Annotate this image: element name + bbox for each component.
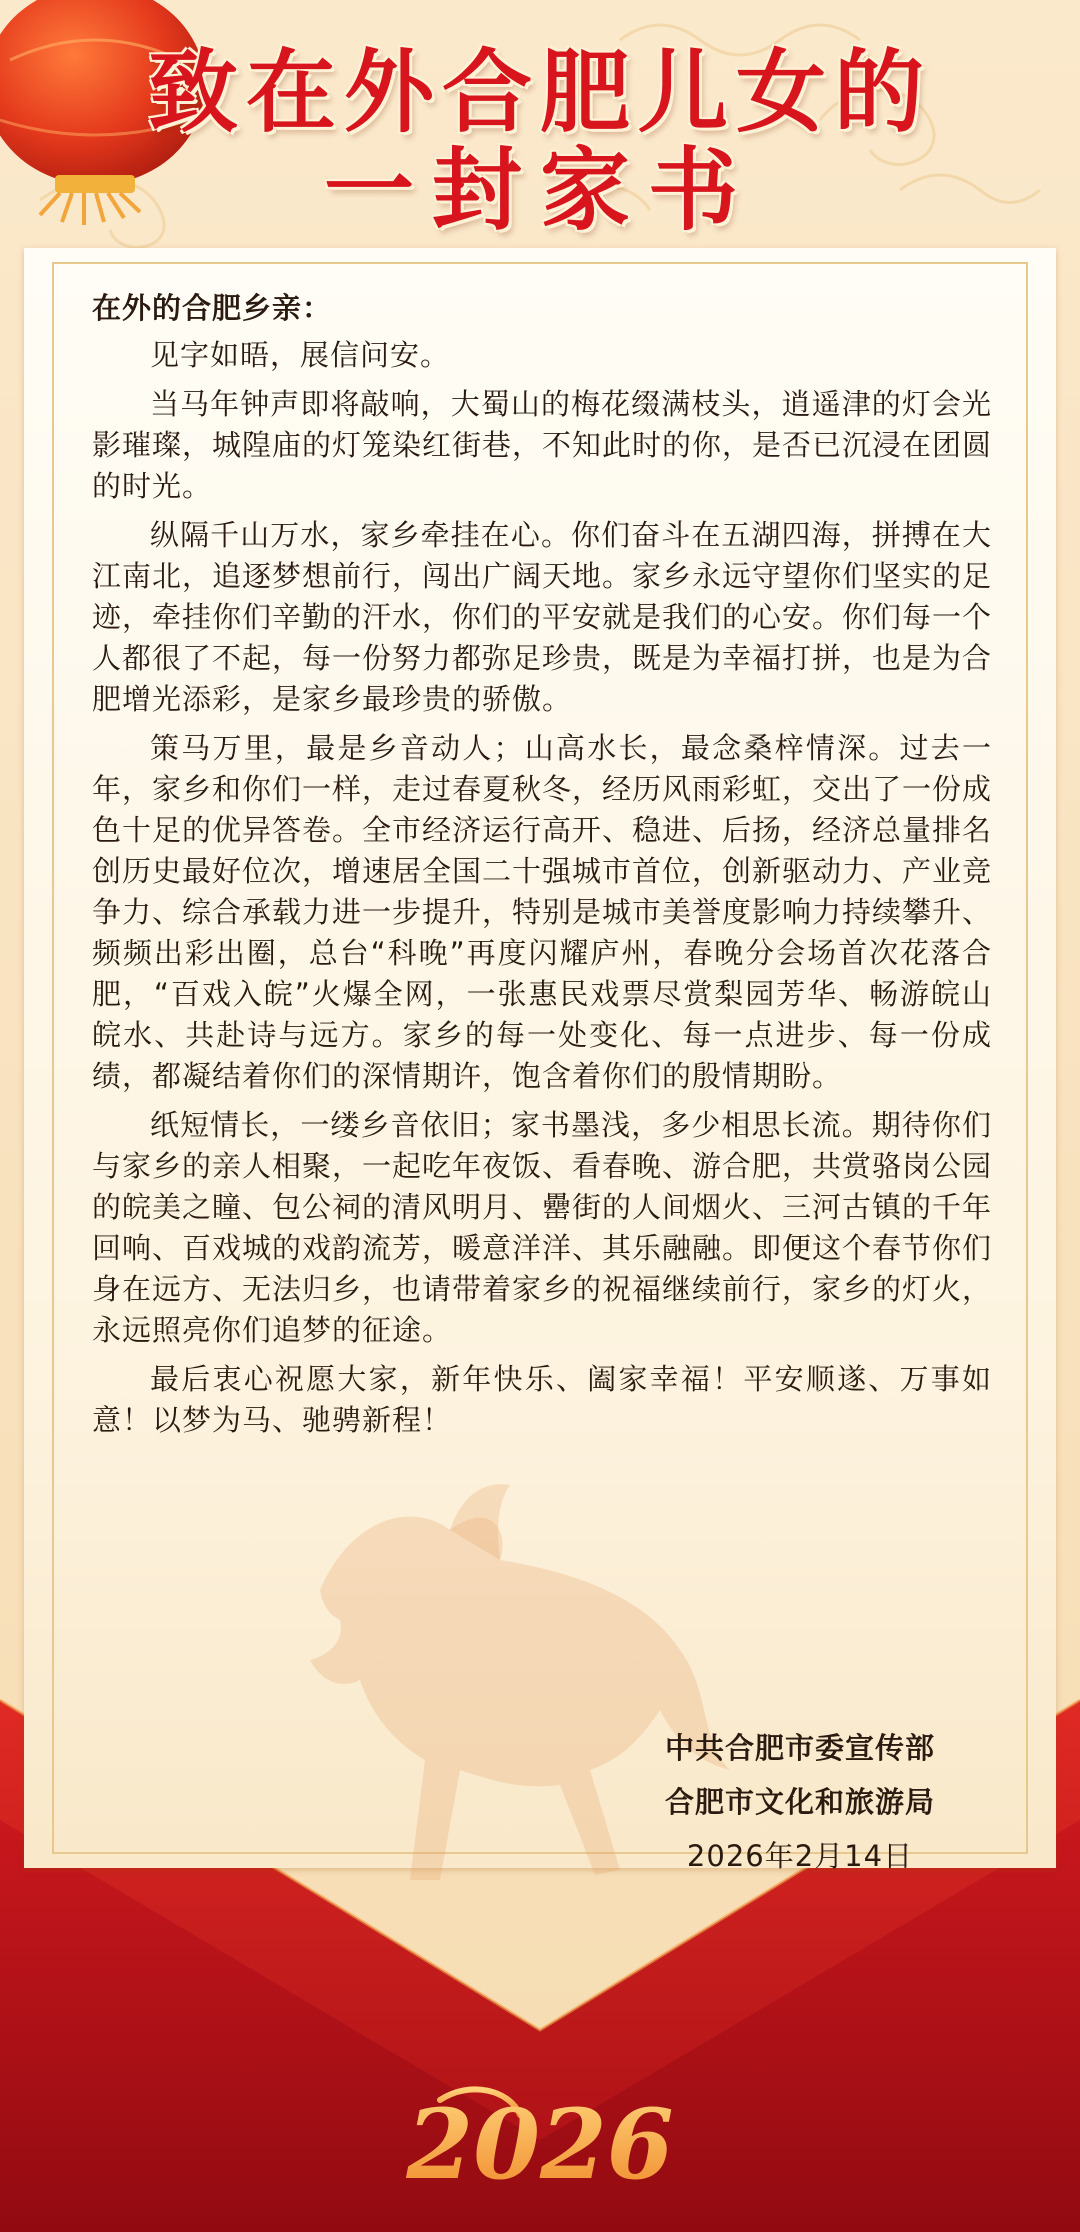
signature-date: 2026年2月14日 <box>686 1839 914 1873</box>
letter-paragraph: 策马万里，最是乡音动人；山高水长，最念桑梓情深。过去一年，家乡和你们一样，走过春夏秋冬，经历风雨彩虹，交出了一份成色十足的优异答卷。全市经济运行高开、稳进、后扬，经济总量排名创历史最好位次，增速居全国二十强城市首位，创新驱动力、产业竞争力、综合承载力进一步提升，特别是城市美誉度影响力持续攀升、频频出彩出圈，总台“科晚”再度闪耀庐州，春晚分会场首次花落合肥，“百戏入皖”火爆全网，一张惠民戏票尽赏梨园芳华、畅游皖山皖水、共赴诗与远方。家乡的每一处变化、每一点进步、每一份成绩，都凝结着你们的深情期许，饱含着你们的殷情期盼。 <box>92 731 993 1093</box>
letter-paragraph: 见字如晤，展信问安。 <box>150 338 451 372</box>
signature-org1: 中共合肥市委宣传部 <box>664 1731 935 1765</box>
page-title-line1: 致在外合肥儿女的 <box>148 39 932 145</box>
year-emblem <box>400 2060 680 2210</box>
letter-paragraph: 最后衷心祝愿大家，新年快乐、阖家幸福！平安顺遂、万事如意！以梦为马、驰骋新程！ <box>92 1362 992 1437</box>
letter-salutation: 在外的合肥乡亲： <box>92 291 333 325</box>
letter-body <box>92 288 992 1449</box>
page-title-line2: 一封家书 <box>324 137 756 243</box>
letter-paragraph: 纸短情长，一缕乡音依旧；家书墨浅，多少相思长流。期待你们与家乡的亲人相聚，一起吃年夜饭、看春晚、游合肥，共赏骆岗公园的皖美之瞳、包公祠的清风明月、罍街的人间烟火、三河古镇的千年回响、百戏城的戏韵流芳，暖意洋洋、其乐融融。即便这个春节你们身在远方、无法归乡，也请带着家乡的祝福继续前行，家乡的灯火，永远照亮你们追梦的征途。 <box>92 1108 993 1347</box>
signature-org2: 合肥市文化和旅游局 <box>664 1785 935 1819</box>
letter-paragraph: 当马年钟声即将敲响，大蜀山的梅花缀满枝头，逍遥津的灯会光影璀璨，城隍庙的灯笼染红街巷，不知此时的你，是否已沉浸在团圆的时光。 <box>92 387 993 503</box>
letter-paragraph: 纵隔千山万水，家乡牵挂在心。你们奋斗在五湖四海，拼搏在大江南北，追逐梦想前行，闯出广阔天地。家乡永远守望你们坚实的足迹，牵挂你们辛勤的汗水，你们的平安就是我们的心安。你们每一个人都很了不起，每一份努力都弥足珍贵，既是为幸福打拼，也是为合肥增光添彩，是家乡最珍贵的骄傲。 <box>92 518 993 716</box>
year-text: 2026 <box>406 2088 674 2201</box>
